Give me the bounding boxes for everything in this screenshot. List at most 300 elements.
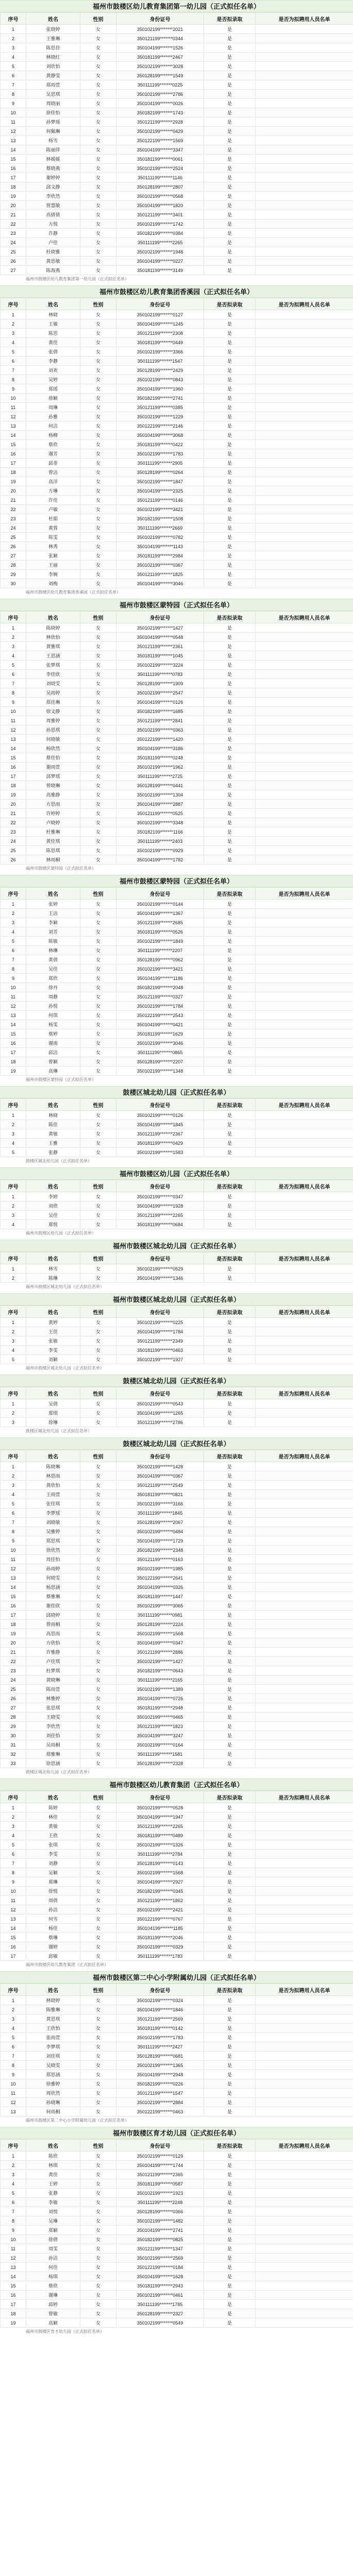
table-header-row (1, 1252, 353, 1264)
column-header: 姓名 (26, 298, 80, 310)
table-row (1, 762, 353, 772)
table-cell (256, 1583, 353, 1592)
table-cell (256, 25, 353, 34)
table-cell (256, 1831, 353, 1840)
table-cell: 是 (204, 551, 256, 561)
table-cell: 张梦琪 (26, 660, 80, 670)
table-cell: 是 (204, 394, 256, 403)
table-cell: 是 (204, 2161, 256, 2170)
table-cell: 350104199*******1784 (116, 1327, 204, 1336)
section-title: 鼓楼区城北幼儿园（正式拟任名单） (0, 1437, 353, 1450)
table-cell: 350104199*******1143 (116, 542, 204, 551)
table-cell: 2 (1, 2161, 26, 2170)
table-cell (256, 1924, 353, 1933)
table-cell: 是 (204, 1120, 256, 1129)
table-cell: 350128199*******2067 (116, 1518, 204, 1527)
table-cell: 邱敏 (26, 1952, 80, 1961)
column-header: 身份证号 (116, 1252, 204, 1264)
table-cell: 女 (80, 1346, 116, 1355)
table-cell: 350102199*******0225 (116, 1318, 204, 1327)
table-cell: 是 (204, 2005, 256, 2014)
table-cell: 是 (204, 357, 256, 366)
table-row (1, 1129, 353, 1139)
table-cell: 是 (204, 1499, 256, 1509)
table-cell: 5 (1, 1499, 26, 1509)
table-cell: 杨柳 (26, 431, 80, 440)
table-cell: 是 (204, 918, 256, 927)
table-cell: 是 (204, 1518, 256, 1527)
column-header: 身份证号 (116, 1306, 204, 1318)
column-header: 是否拟录取 (204, 1450, 256, 1462)
table-cell (256, 1694, 353, 1703)
table-row (1, 1048, 353, 1057)
table-cell: 350181199*******0422 (116, 440, 204, 449)
table-cell: 350102199*******0461 (116, 2291, 204, 2300)
table-cell (256, 2207, 353, 2216)
table-cell: 女 (80, 2189, 116, 2198)
table-cell: 10 (1, 394, 26, 403)
section-footer-note: 福州市鼓楼区幼儿教育集团第一幼儿园（正式拟任名单） (26, 277, 129, 281)
table-cell: 350181199*******0821 (116, 1490, 204, 1499)
table-cell: 女 (80, 2291, 116, 2300)
table-cell: 女 (80, 412, 116, 421)
table-cell: 是 (204, 2244, 256, 2253)
table-cell: 350181199*******1045 (116, 651, 204, 660)
table-row (1, 955, 353, 964)
table-cell: 是 (204, 2079, 256, 2089)
table-cell: 350104199*******2927 (116, 1877, 204, 1887)
table-cell: 李婉 (26, 570, 80, 579)
table-cell: 吴雅婷 (26, 1527, 80, 1536)
table-cell: 是 (204, 1139, 256, 1148)
table-cell: 女 (80, 2070, 116, 2079)
table-cell: 350104199*******1928 (116, 1201, 204, 1211)
table-cell (256, 1462, 353, 1471)
table-cell: 350182199*******1508 (116, 514, 204, 523)
table-cell (256, 1812, 353, 1822)
table-cell: 女 (80, 955, 116, 964)
table-cell: 是 (204, 855, 256, 865)
table-cell: 26 (1, 855, 26, 865)
section-title: 福州市鼓楼区幼儿教育集团香溪园（正式拟任名单） (0, 285, 353, 298)
table-cell (256, 136, 353, 145)
table-cell: 24 (1, 837, 26, 846)
table-cell: 是 (204, 1914, 256, 1924)
table-cell: 王欣 (26, 1831, 80, 1840)
table-cell (256, 937, 353, 946)
table-cell: 29 (1, 570, 26, 579)
table-cell: 女 (80, 688, 116, 698)
table-cell: 王欣怡 (26, 2024, 80, 2033)
table-cell: 女 (80, 1264, 116, 1274)
list-section (0, 1437, 353, 1778)
table-cell: 16 (1, 1601, 26, 1611)
table-cell: 女 (80, 2098, 116, 2107)
table-cell: 350102199*******1849 (116, 937, 204, 946)
table-cell: 是 (204, 744, 256, 753)
table-cell: 陈思琪 (26, 846, 80, 855)
table-cell: 是 (204, 2033, 256, 2042)
column-header: 序号 (1, 888, 26, 900)
table-cell: 350182199*******0226 (116, 2079, 204, 2089)
table-cell: 是 (204, 633, 256, 642)
table-cell: 350102199*******0126 (116, 1111, 204, 1120)
table-cell: 女 (80, 2272, 116, 2281)
table-cell: 350121199*******2928 (116, 117, 204, 127)
table-cell: 黄思琪 (26, 2014, 80, 2024)
column-header: 身份证号 (116, 2140, 204, 2151)
table-cell: 是 (204, 2263, 256, 2272)
table-cell (256, 2318, 353, 2328)
table-cell: 是 (204, 477, 256, 486)
table-cell: 17 (1, 1611, 26, 1620)
table-cell (256, 2189, 353, 2198)
table-cell: 350104199*******1628 (116, 2272, 204, 2281)
table-cell: 女 (80, 1129, 116, 1139)
table-cell: 女 (80, 790, 116, 800)
table-row (1, 2052, 353, 2061)
column-header: 是否为拟聘用人员名单 (256, 612, 353, 623)
table-cell: 2 (1, 1120, 26, 1129)
table-header-row (1, 298, 353, 310)
section-title: 福州市鼓楼区蒙特园（正式拟任名单） (0, 599, 353, 611)
column-header: 是否拟录取 (204, 2140, 256, 2151)
table-cell: 350104199*******0421 (116, 1020, 204, 1029)
table-row (1, 1924, 353, 1933)
table-cell: 350128199*******0962 (116, 955, 204, 964)
table-cell: 女 (80, 403, 116, 412)
table-cell: 女 (80, 1868, 116, 1877)
section-title: 福州市鼓楼区蒙特园（正式拟任名单） (0, 875, 353, 887)
table-header-row (1, 1099, 353, 1111)
table-cell: 350128199*******0681 (116, 2052, 204, 2061)
column-header: 序号 (1, 1306, 26, 1318)
column-header: 性别 (80, 1099, 116, 1111)
table-cell (256, 983, 353, 992)
table-cell (256, 800, 353, 809)
table-cell: 是 (204, 1657, 256, 1666)
table-cell: 1 (1, 900, 26, 909)
table-cell: 是 (204, 384, 256, 394)
table-cell (256, 1942, 353, 1952)
table-cell: 17 (1, 772, 26, 781)
table-cell: 27 (1, 1703, 26, 1713)
table-row (1, 1139, 353, 1148)
table-cell (256, 2014, 353, 2024)
table-cell: 女 (80, 1066, 116, 1076)
table-cell (256, 1877, 353, 1887)
table-cell: 是 (204, 496, 256, 505)
table-cell: 是 (204, 319, 256, 329)
table-cell (256, 909, 353, 918)
table-cell: 350182199*******0643 (116, 1666, 204, 1675)
table-cell (256, 735, 353, 744)
table-cell: 350122199*******2146 (116, 421, 204, 431)
table-cell: 女 (80, 992, 116, 1002)
section-title: 鼓楼区城北幼儿园（正式拟任名单） (0, 1086, 353, 1098)
table-cell: 1 (1, 1318, 26, 1327)
table-cell (256, 53, 353, 62)
table-cell (256, 1555, 353, 1564)
table-row (1, 1840, 353, 1850)
table-cell: 李敏 (26, 2198, 80, 2207)
table-cell: 350121199*******2265 (116, 1211, 204, 1220)
table-cell: 1 (1, 1192, 26, 1201)
table-cell: 350122199*******2641 (116, 1573, 204, 1583)
table-cell: 是 (204, 1731, 256, 1740)
table-cell: 王佳 (26, 1327, 80, 1336)
table-cell: 邱梦瑶 (26, 772, 80, 781)
table-cell: 女 (80, 1812, 116, 1822)
table-cell: 9 (1, 99, 26, 108)
table-row (1, 1648, 353, 1657)
table-cell: 女 (80, 1952, 116, 1961)
table-cell (256, 2042, 353, 2052)
table-cell (256, 2263, 353, 2272)
table-cell: 350182199*******1743 (116, 108, 204, 117)
table-cell: 女 (80, 477, 116, 486)
table-cell: 2 (1, 1812, 26, 1822)
table-cell: 350102199*******2786 (116, 90, 204, 99)
table-cell: 女 (80, 660, 116, 670)
table-cell (256, 918, 353, 927)
table-cell: 吴佳 (26, 1211, 80, 1220)
table-row (1, 927, 353, 937)
table-cell: 女 (80, 71, 116, 80)
table-cell: 是 (204, 579, 256, 588)
table-cell (256, 90, 353, 99)
table-cell: 女 (80, 145, 116, 155)
table-cell: 高颖 (26, 2318, 80, 2328)
table-cell (256, 338, 353, 347)
table-cell: 350102199*******2421 (116, 1905, 204, 1914)
table-cell: 17 (1, 2300, 26, 2309)
table-cell: 方琳 (26, 486, 80, 496)
table-cell: 女 (80, 753, 116, 762)
table-cell (256, 1129, 353, 1139)
table-cell (256, 660, 353, 670)
table-cell: 卢晓婷 (26, 818, 80, 827)
table-cell: 女 (80, 2309, 116, 2318)
table-cell: 吴雨婷 (26, 688, 80, 698)
table-cell: 是 (204, 651, 256, 660)
table-cell (256, 2281, 353, 2291)
table-row (1, 1868, 353, 1877)
roster-table (0, 1098, 353, 1157)
table-cell (256, 1914, 353, 1924)
table-cell: 是 (204, 698, 256, 707)
table-cell: 郑雅琳 (26, 1750, 80, 1759)
table-cell (256, 2253, 353, 2263)
table-cell: 郑琪 (26, 1409, 80, 1418)
table-row (1, 2318, 353, 2328)
table-row (1, 1057, 353, 1066)
table-cell (256, 477, 353, 486)
table-cell: 是 (204, 412, 256, 421)
table-cell: 是 (204, 2216, 256, 2226)
table-cell: 女 (80, 394, 116, 403)
table-cell: 吴倩 (26, 1399, 80, 1409)
table-row (1, 809, 353, 818)
table-cell: 女 (80, 310, 116, 319)
table-row (1, 1481, 353, 1490)
table-cell: 350102199*******0363 (116, 725, 204, 735)
table-cell: 17 (1, 1048, 26, 1057)
table-cell: 是 (204, 2291, 256, 2300)
table-cell: 女 (80, 1583, 116, 1592)
table-cell: 女 (80, 459, 116, 468)
table-cell: 19 (1, 1629, 26, 1638)
table-cell: 26 (1, 257, 26, 266)
table-row (1, 1148, 353, 1157)
table-cell: 女 (80, 1933, 116, 1942)
table-cell: 是 (204, 1336, 256, 1346)
table-cell: 陈敏 (26, 937, 80, 946)
table-cell: 350102199*******0529 (116, 1264, 204, 1274)
table-cell: 是 (204, 2179, 256, 2189)
table-cell: 350104199*******2948 (116, 2070, 204, 2079)
section-title: 福州市鼓楼区幼儿教育集团第一幼儿园（正式拟任名单） (0, 0, 353, 12)
table-cell: 350102199*******3046 (116, 1039, 204, 1048)
table-cell: 是 (204, 679, 256, 688)
column-header: 性别 (80, 2140, 116, 2151)
table-cell: 350128199*******2807 (116, 182, 204, 192)
table-cell: 是 (204, 136, 256, 145)
table-cell: 是 (204, 1048, 256, 1057)
table-cell: 是 (204, 229, 256, 238)
table-cell: 是 (204, 1192, 256, 1201)
table-cell: 邱文静 (26, 182, 80, 192)
table-row (1, 459, 353, 468)
table-cell: 8 (1, 964, 26, 974)
table-cell: 350102199*******0129 (116, 2151, 204, 2161)
table-cell: 女 (80, 1399, 116, 1409)
table-cell: 12 (1, 127, 26, 136)
column-header: 性别 (80, 298, 116, 310)
table-cell: 13 (1, 1914, 26, 1924)
table-cell (256, 468, 353, 477)
column-header: 姓名 (26, 612, 80, 623)
table-cell: 13 (1, 2107, 26, 2116)
table-cell: 20 (1, 1638, 26, 1648)
table-row (1, 2024, 353, 2033)
table-cell (256, 357, 353, 366)
table-cell (256, 1527, 353, 1536)
table-cell: 350111199*******2725 (116, 772, 204, 781)
table-cell: 女 (80, 1211, 116, 1220)
table-row (1, 918, 353, 927)
table-cell: 黄晓琳 (26, 1675, 80, 1685)
table-cell (256, 1996, 353, 2005)
table-cell (256, 71, 353, 80)
table-cell: 陈琳 (26, 1274, 80, 1283)
column-header: 是否为拟聘用人员名单 (256, 1252, 353, 1264)
table-cell: 郑琳 (26, 1877, 80, 1887)
table-cell: 350181199*******3149 (116, 266, 204, 275)
table-cell (256, 762, 353, 772)
table-cell: 曾颖 (26, 1057, 80, 1066)
table-cell: 何雪 (26, 1914, 80, 1924)
table-cell: 是 (204, 1418, 256, 1427)
table-cell: 2 (1, 909, 26, 918)
table-cell (256, 80, 353, 90)
table-cell: 女 (80, 1002, 116, 1011)
table-cell: 是 (204, 1675, 256, 1685)
table-cell: 是 (204, 818, 256, 827)
table-row (1, 1201, 353, 1211)
roster-table (0, 1791, 353, 1961)
table-cell: 10 (1, 2079, 26, 2089)
table-cell: 350102199*******2524 (116, 164, 204, 173)
table-cell: 2 (1, 1201, 26, 1211)
table-cell: 7 (1, 80, 26, 90)
table-cell (256, 1536, 353, 1546)
table-row (1, 964, 353, 974)
table-cell: 刘佳怡 (26, 1731, 80, 1740)
table-cell (256, 1822, 353, 1831)
table-cell: 是 (204, 900, 256, 909)
table-cell: 女 (80, 1840, 116, 1850)
table-cell: 是 (204, 329, 256, 338)
table-cell: 女 (80, 2024, 116, 2033)
table-row (1, 561, 353, 570)
table-cell: 是 (204, 155, 256, 164)
table-cell: 350102199*******0843 (116, 375, 204, 384)
table-cell: 14 (1, 744, 26, 753)
table-cell: 林晓婷 (26, 1996, 80, 2005)
table-row (1, 71, 353, 80)
table-cell: 女 (80, 90, 116, 99)
table-cell: 黄佳 (26, 2170, 80, 2179)
table-cell: 女 (80, 909, 116, 918)
table-cell: 350182199*******2048 (116, 983, 204, 992)
table-row (1, 735, 353, 744)
table-cell: 350102199*******2021 (116, 25, 204, 34)
column-header: 是否拟录取 (204, 1306, 256, 1318)
column-header: 身份证号 (116, 1791, 204, 1803)
table-cell: 是 (204, 1020, 256, 1029)
table-row (1, 182, 353, 192)
table-cell: 16 (1, 449, 26, 459)
table-cell (256, 974, 353, 983)
table-cell (256, 855, 353, 865)
table-cell (256, 1220, 353, 1229)
section-title: 福州市鼓楼区育才幼儿园（正式拟任名单） (0, 2127, 353, 2139)
table-cell: 是 (204, 1740, 256, 1750)
table-cell: 女 (80, 108, 116, 117)
table-cell: 吴晓雯 (26, 2061, 80, 2070)
column-header: 是否拟录取 (204, 1180, 256, 1192)
column-header: 性别 (80, 1450, 116, 1462)
table-cell: 8 (1, 688, 26, 698)
table-cell: 350111199*******1845 (116, 1509, 204, 1518)
table-row (1, 1327, 353, 1336)
table-cell: 女 (80, 1905, 116, 1914)
table-cell: 女 (80, 43, 116, 53)
table-cell: 12 (1, 1002, 26, 1011)
table-cell: 是 (204, 974, 256, 983)
column-header: 身份证号 (116, 1180, 204, 1192)
table-cell: 女 (80, 542, 116, 551)
table-cell: 13 (1, 136, 26, 145)
table-cell (256, 688, 353, 698)
table-cell: 郑瑶 (26, 384, 80, 394)
table-cell: 350104199*******0227 (116, 257, 204, 266)
table-cell: 26 (1, 542, 26, 551)
table-cell (256, 900, 353, 909)
table-cell: 350102199*******3348 (116, 818, 204, 827)
table-cell: 是 (204, 1066, 256, 1076)
